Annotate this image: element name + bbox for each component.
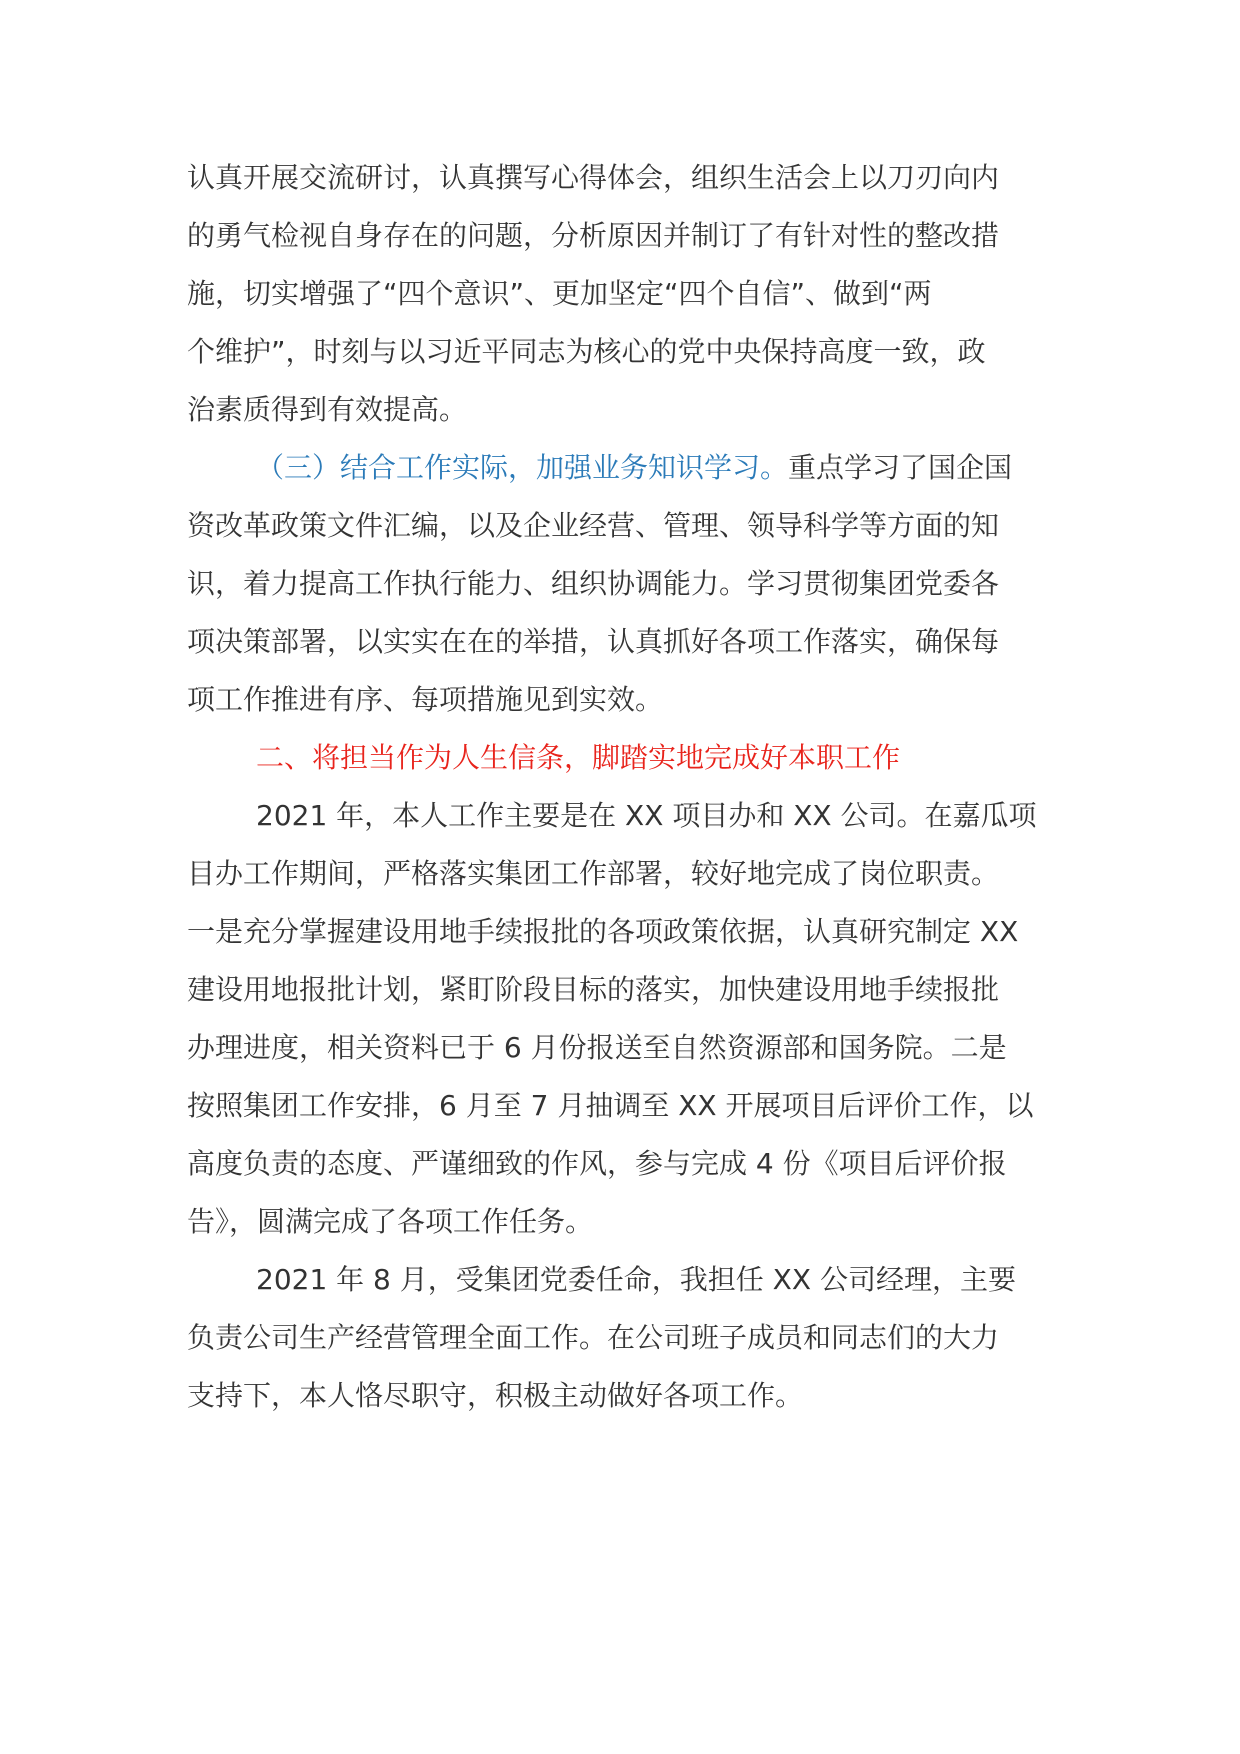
paragraph-line: 目办工作期间，严格落实集团工作部署，较好地完成了岗位职责。 — [187, 857, 1000, 890]
paragraph-line: 办理进度，相关资料已于 6 月份报送至自然资源部和国务院。二是 — [187, 1031, 1007, 1064]
paragraph-first-line — [256, 448, 1012, 488]
subheading-text: （三）结合工作实际，加强业务知识学习。 — [256, 451, 789, 484]
paragraph-line: 认真开展交流研讨，认真撰写心得体会，组织生活会上以刀刃向内 — [187, 161, 1000, 194]
paragraph-line: 的勇气检视自身存在的问题，分析原因并制订了有针对性的整改措 — [187, 219, 1000, 252]
paragraph-line: 按照集团工作安排，6 月至 7 月抽调至 XX 开展项目后评价工作，以 — [187, 1089, 1034, 1122]
paragraph-line: 识，着力提高工作执行能力、组织协调能力。学习贯彻集团党委各 — [187, 567, 1000, 600]
paragraph-line: 建设用地报批计划，紧盯阶段目标的落实，加快建设用地手续报批 — [187, 973, 1000, 1006]
paragraph-line: 负责公司生产经营管理全面工作。在公司班子成员和同志们的大力 — [187, 1321, 1000, 1354]
paragraph-line: 项决策部署，以实实在在的举措，认真抓好各项工作落实，确保每 — [187, 625, 1000, 658]
paragraph-line: 一是充分掌握建设用地手续报批的各项政策依据，认真研究制定 XX — [187, 915, 1019, 948]
paragraph-line: 施，切实增强了“四个意识”、更加坚定“四个自信”、做到“两 — [187, 277, 932, 310]
paragraph-line: 高度负责的态度、严谨细致的作风，参与完成 4 份《项目后评价报 — [187, 1147, 1007, 1180]
section-heading: 二、将担当作为人生信条，脚踏实地完成好本职工作 — [256, 741, 901, 774]
paragraph-line: 资改革政策文件汇编，以及企业经营、管理、领导科学等方面的知 — [187, 509, 1000, 542]
paragraph-line: 支持下，本人恪尽职守，积极主动做好各项工作。 — [187, 1379, 804, 1412]
paragraph-line: 个维护”，时刻与以习近平同志为核心的党中央保持高度一致，政 — [187, 335, 986, 368]
paragraph-line: 2021 年 8 月，受集团党委任命，我担任 XX 公司经理，主要 — [256, 1263, 1016, 1296]
paragraph-line: 2021 年，本人工作主要是在 XX 项目办和 XX 公司。在嘉瓜项 — [256, 799, 1037, 832]
paragraph-line: 项工作推进有序、每项措施见到实效。 — [187, 683, 664, 716]
paragraph-line: 告》，圆满完成了各项工作任务。 — [187, 1205, 594, 1238]
paragraph-line: 治素质得到有效提高。 — [187, 393, 468, 426]
paragraph-text: 重点学习了国企国 — [788, 451, 1013, 484]
